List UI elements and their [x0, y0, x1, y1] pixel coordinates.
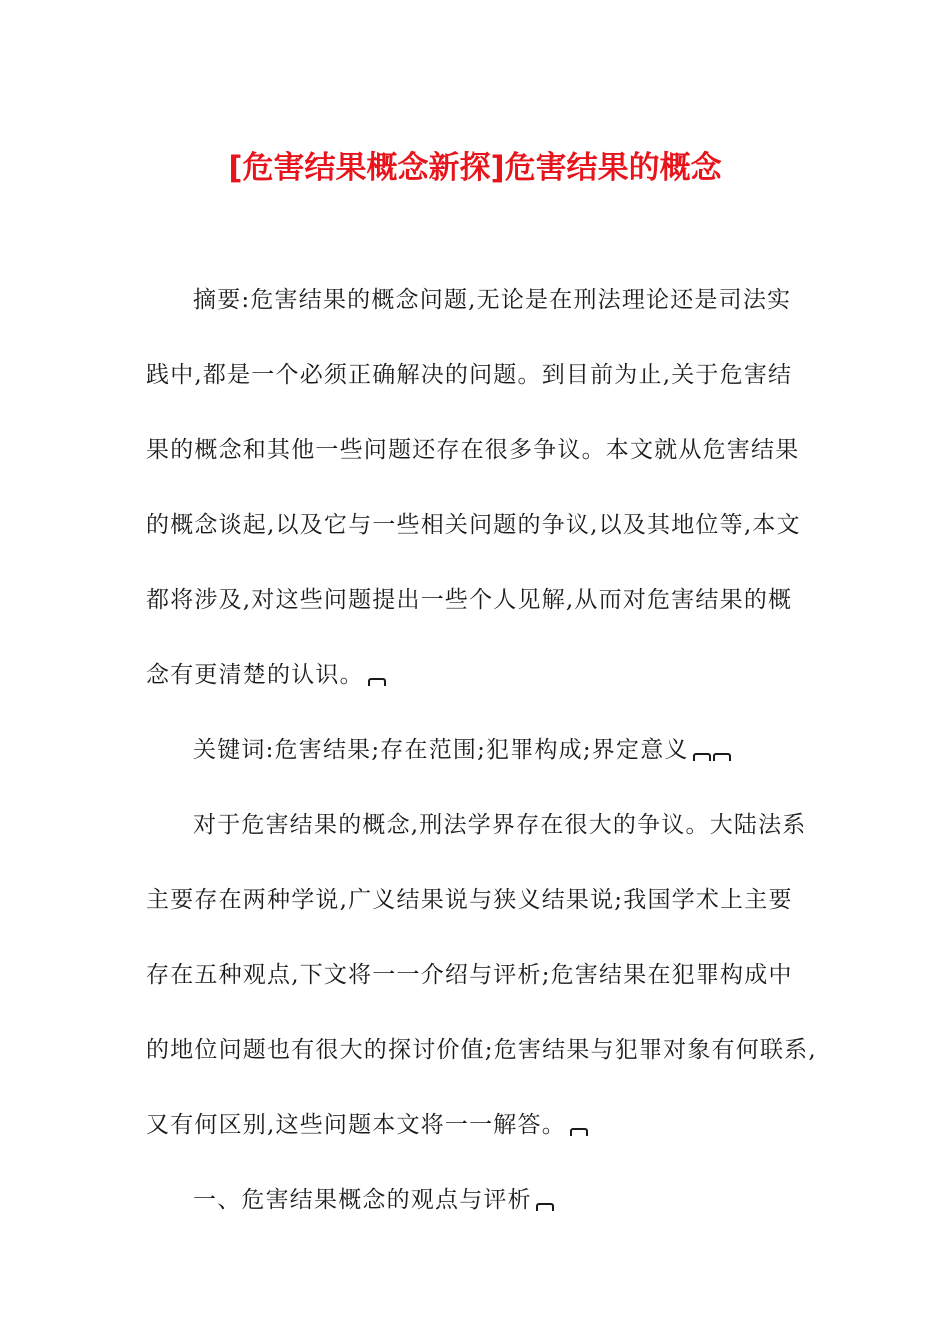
abstract-line-1: 摘要:危害结果的概念问题,无论是在刑法理论还是司法实 — [193, 287, 792, 313]
section-heading: 一、危害结果概念的观点与评析 — [193, 1184, 554, 1216]
abstract-line-5: 都将涉及,对这些问题提出一些个人见解,从而对危害结果的概 — [146, 587, 793, 613]
intro-line-5: 又有何区别,这些问题本文将一一解答。 — [146, 1109, 588, 1141]
abstract-line-3: 果的概念和其他一些问题还存在很多争议。本文就从危害结果 — [146, 437, 800, 463]
paragraph-mark-icon — [713, 753, 731, 761]
paragraph-mark-icon — [368, 678, 386, 686]
intro-line-3: 存在五种观点,下文将一一介绍与评析;危害结果在犯罪构成中 — [146, 962, 793, 988]
paragraph-mark-icon — [536, 1203, 554, 1211]
intro-line-1: 对于危害结果的概念,刑法学界存在很大的争议。大陆法系 — [193, 812, 807, 838]
intro-line-2: 主要存在两种学说,广义结果说与狭义结果说;我国学术上主要 — [146, 887, 793, 913]
document-title: [危害结果概念新探]危害结果的概念 — [228, 150, 722, 186]
keywords-line: 关键词:危害结果;存在范围;犯罪构成;界定意义 — [193, 734, 731, 766]
paragraph-mark-icon — [693, 753, 711, 761]
paragraph-mark-icon — [570, 1128, 588, 1136]
abstract-line-2: 践中,都是一个必须正确解决的问题。到目前为止,关于危害结 — [146, 362, 793, 388]
intro-line-4: 的地位问题也有很大的探讨价值;危害结果与犯罪对象有何联系, — [146, 1037, 817, 1063]
abstract-line-6: 念有更清楚的认识。 — [146, 659, 386, 691]
abstract-line-4: 的概念谈起,以及它与一些相关问题的争议,以及其地位等,本文 — [146, 512, 801, 538]
